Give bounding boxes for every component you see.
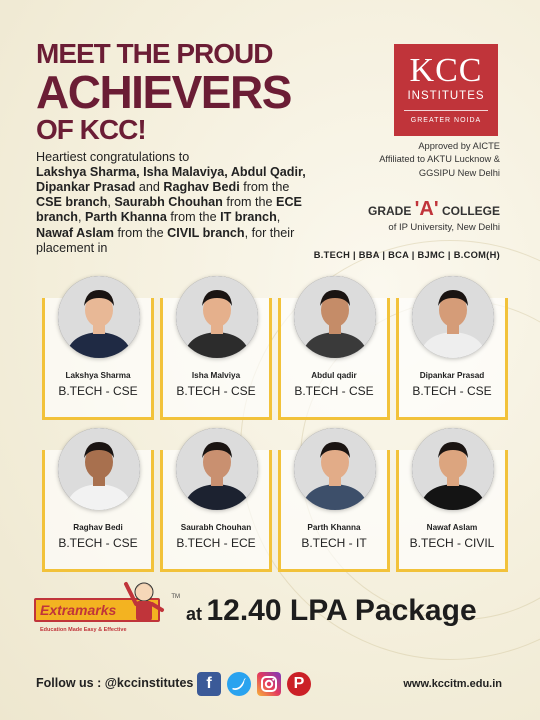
package-at: at [186,604,203,624]
achiever-card [396,276,508,420]
title-line-2: ACHIEVERS [36,66,291,118]
extramarks-logo [34,576,180,638]
logo-institutes-text: INSTITUTES [407,90,485,102]
intro-text: for their placement in [36,225,295,255]
intro-name: Parth Khanna [85,210,167,225]
page-title [36,40,291,144]
logo-divider [404,110,488,111]
achiever-name: Abdul qadir [311,371,357,380]
person-avatar-icon [412,428,494,510]
kcc-logo [394,44,498,136]
achiever-name: Isha Malviya [191,371,241,380]
achiever-name: Parth Khanna [307,523,361,532]
achiever-photo [176,276,258,358]
intro-text: from the [117,225,164,240]
grade-badge [368,198,500,233]
person-avatar-icon [176,428,258,510]
courses-list: B.TECH | BBA | BCA | BJMC | B.COM(H) [313,250,500,260]
twitter-icon[interactable] [227,672,251,696]
achiever-name: Dipankar Prasad [419,371,485,380]
package-value: 12.40 LPA Package [206,594,477,627]
achiever-photo [412,276,494,358]
achiever-branch: B.TECH - CIVIL [409,536,495,550]
grade-post: COLLEGE [441,204,500,218]
grade-pre: GRADE [367,204,412,218]
website-link[interactable]: www.kccitm.edu.in [403,678,502,690]
person-avatar-icon [58,276,140,358]
intro-text: from the [226,195,273,210]
intro-name: Raghav Bedi [163,180,240,195]
intro-names: Lakshya Sharma, Isha Malaviya, Abdul Qadir, Dipankar Prasad [36,165,306,195]
achiever-branch: B.TECH - CSE [176,384,256,398]
person-avatar-icon [58,428,140,510]
title-line-3: OF KCC! [36,114,146,145]
intro-text: and [138,180,160,195]
intro-branch: CSE branch [36,195,108,210]
achiever-card [42,428,154,572]
logo-city-text: GREATER NOIDA [410,117,482,124]
person-avatar-icon [294,428,376,510]
facebook-icon[interactable]: f [197,672,221,696]
achiever-branch: B.TECH - ECE [176,536,256,550]
achiever-card [278,276,390,420]
approval-line: GGSIPU New Delhi [418,167,500,178]
achiever-photo [176,428,258,510]
achiever-name: Lakshya Sharma [65,371,131,380]
approval-line: Approved by AICTE [418,141,500,151]
extramarks-tm: TM [171,594,180,600]
achiever-name: Saurabh Chouhan [180,523,252,532]
achiever-photo [58,428,140,510]
extramarks-tagline: Education Made Easy & Effective [40,627,127,633]
achiever-branch: B.TECH - CSE [58,536,138,550]
package-text [186,594,477,628]
achiever-name: Raghav Bedi [73,523,123,532]
person-avatar-icon [294,276,376,358]
title-line-1: MEET THE PROUD [36,38,273,69]
intro-branch: CIVIL branch [167,225,245,240]
achiever-card [160,276,272,420]
achiever-branch: B.TECH - IT [301,536,367,550]
achiever-branch: B.TECH - CSE [58,384,138,398]
person-avatar-icon [412,276,494,358]
intro-text: from the [170,210,217,225]
instagram-icon[interactable] [257,672,281,696]
achiever-name: Nawaf Aslam [426,523,478,532]
intro-text: Heartiest congratulations to [36,150,190,164]
intro-name: Nawaf Aslam [36,225,114,240]
pinterest-icon[interactable]: P [287,672,311,696]
achiever-photo [294,428,376,510]
follow-us: Follow us : @kccinstitutes [36,676,194,690]
achiever-card [160,428,272,572]
approval-info [320,140,500,180]
achiever-photo [412,428,494,510]
achiever-photo [294,276,376,358]
logo-kcc-text: KCC [409,52,483,89]
grade-letter: 'A' [414,198,439,220]
intro-name: Saurabh Chouhan [114,195,223,210]
extramarks-name: Extramarks [40,602,117,618]
intro-branch: ECE branch [36,195,302,225]
intro-text: from the [243,180,290,195]
approval-line: Affiliated to AKTU Lucknow & [379,154,500,165]
person-avatar-icon [176,276,258,358]
grade-sub: of IP University, New Delhi [388,222,500,233]
achiever-branch: B.TECH - CSE [412,384,492,398]
achiever-branch: B.TECH - CSE [294,384,374,398]
achiever-photo [58,276,140,358]
achiever-card [278,428,390,572]
achiever-card [396,428,508,572]
intro-branch: IT branch [220,210,277,225]
achiever-card [42,276,154,420]
intro-paragraph: Heartiest congratulations to Lakshya Sharma, Isha Malaviya, Abdul Qadir, Dipankar Prasad and Raghav Bedi from the CSE branch, Saurabh Chouhan from the ECE branch, Parth Khanna from the IT branch, Nawaf Aslam from the CIVIL branch, for their placement in [36,150,306,255]
mascot-icon [122,576,168,626]
